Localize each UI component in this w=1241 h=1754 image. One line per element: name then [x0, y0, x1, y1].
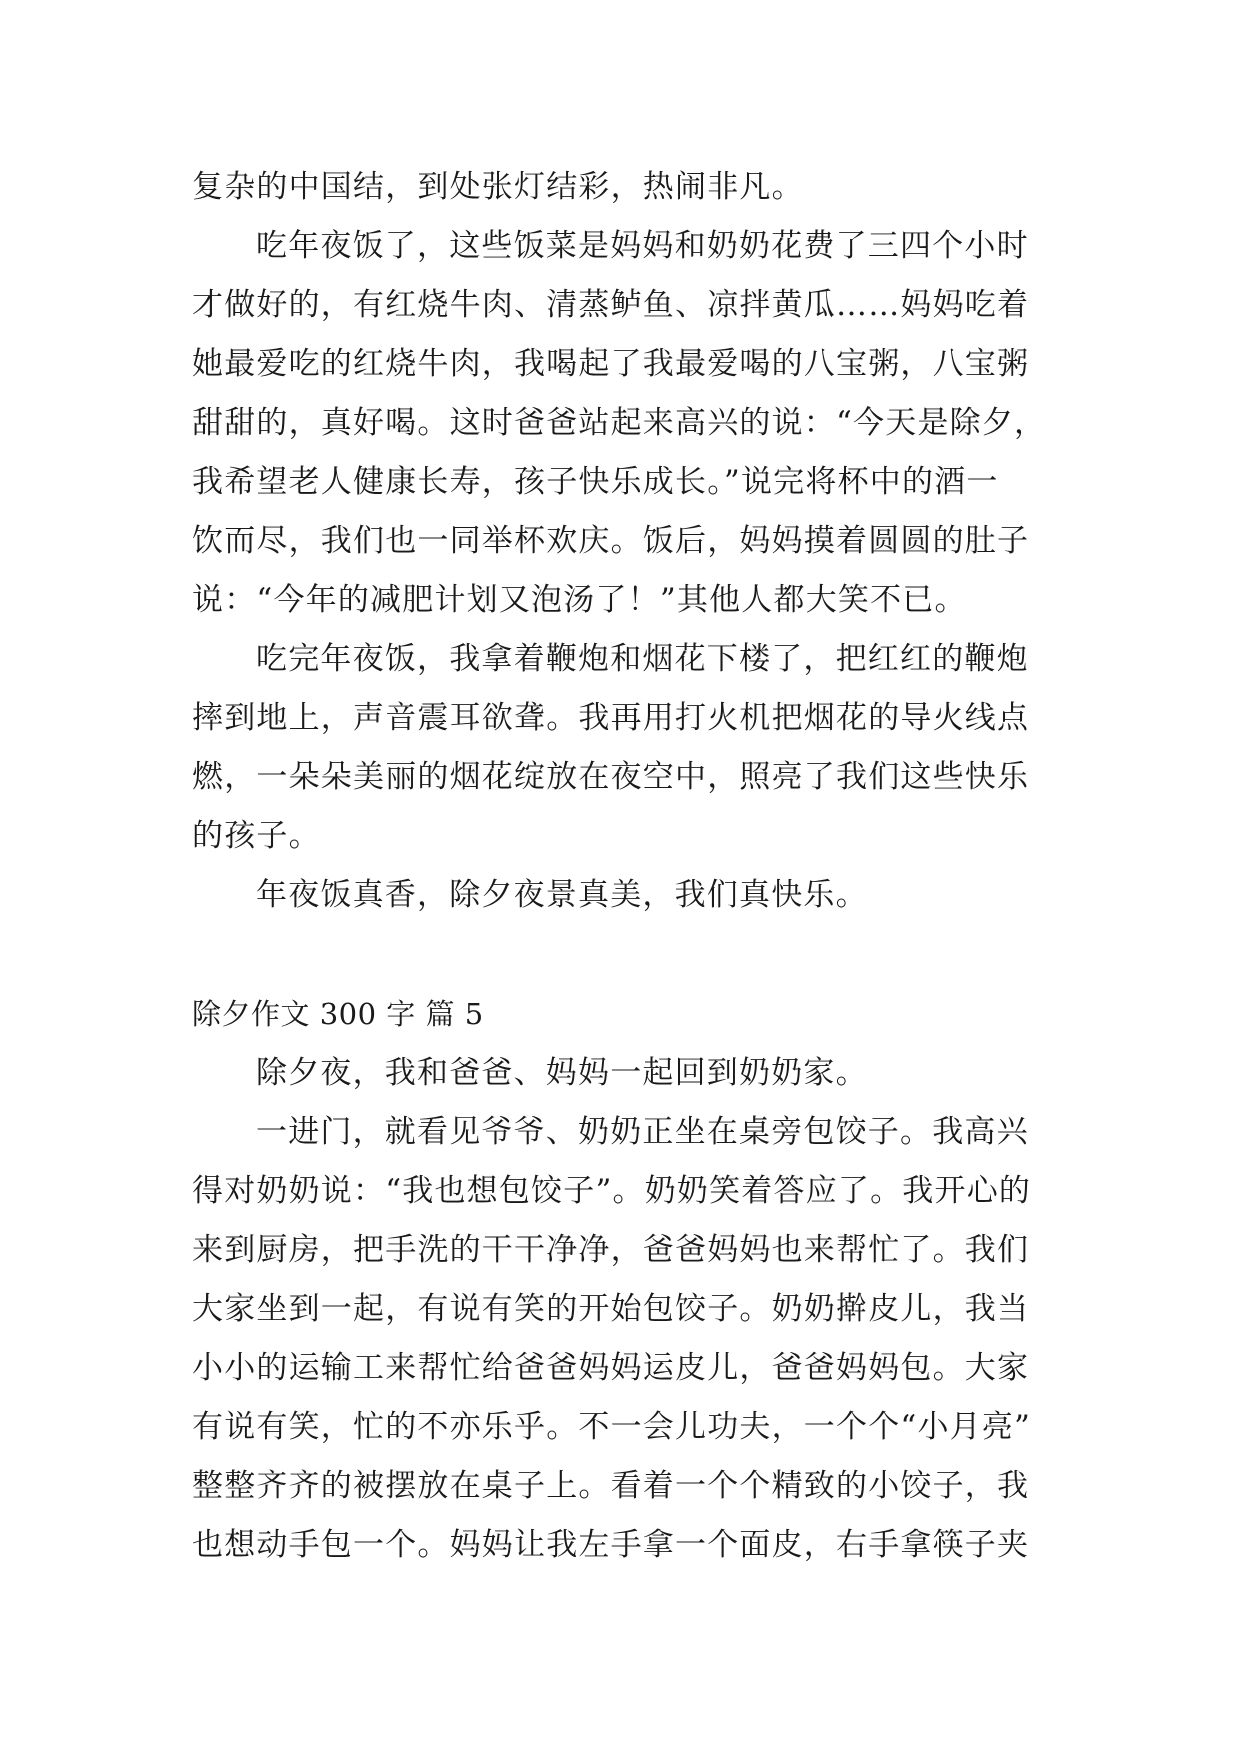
- text-line: 也想动手包一个。妈妈让我左手拿一个面皮，右手拿筷子夹: [192, 1527, 1030, 1563]
- text-line: 的孩子。: [192, 818, 321, 854]
- text-line: 吃完年夜饭，我拿着鞭炮和烟花下楼了，把红红的鞭炮: [256, 641, 1029, 677]
- text-line: 复杂的中国结，到处张灯结彩，热闹非凡。: [192, 169, 804, 205]
- text-line: 有说有笑，忙的不亦乐乎。不一会儿功夫，一个个“小月亮”: [192, 1409, 1032, 1445]
- text-line: 饮而尽，我们也一同举杯欢庆。饭后，妈妈摸着圆圆的肚子: [192, 523, 1030, 559]
- text-line: 她最爱吃的红烧牛肉，我喝起了我最爱喝的八宝粥，八宝粥: [192, 346, 1030, 382]
- text-line: 整整齐齐的被摆放在桌子上。看着一个个精致的小饺子，我: [192, 1468, 1030, 1504]
- text-line: 得对奶奶说：“我也想包饺子”。奶奶笑着答应了。我开心的: [192, 1173, 1032, 1209]
- document-body: [192, 158, 1058, 1575]
- text-line: 我希望老人健康长寿，孩子快乐成长。”说完将杯中的酒一: [192, 464, 999, 500]
- paragraph-dumplings: [192, 1103, 1058, 1575]
- text-line: 燃，一朵朵美丽的烟花绽放在夜空中，照亮了我们这些快乐: [192, 759, 1030, 795]
- paragraph-intro: [192, 1044, 1058, 1103]
- section-spacer: [192, 925, 1058, 985]
- text-line: 除夕夜，我和爸爸、妈妈一起回到奶奶家。: [256, 1055, 868, 1091]
- paragraph-fireworks: [192, 630, 1058, 866]
- text-line: 甜甜的，真好喝。这时爸爸站起来高兴的说：“今天是除夕，: [192, 405, 1047, 441]
- text-line: 吃年夜饭了，这些饭菜是妈妈和奶奶花费了三四个小时: [256, 228, 1029, 264]
- text-line: 说：“今年的减肥计划又泡汤了！”其他人都大笑不已。: [192, 582, 967, 618]
- text-line: 一进门，就看见爷爷、奶奶正坐在桌旁包饺子。我高兴: [256, 1114, 1029, 1150]
- text-line: 摔到地上，声音震耳欲聋。我再用打火机把烟花的导火线点: [192, 700, 1030, 736]
- text-line: 才做好的，有红烧牛肉、清蒸鲈鱼、凉拌黄瓜……妈妈吃着: [192, 287, 1030, 323]
- text-line: 来到厨房，把手洗的干干净净，爸爸妈妈也来帮忙了。我们: [192, 1232, 1030, 1268]
- paragraph-conclusion: [192, 866, 1058, 925]
- text-line: 年夜饭真香，除夕夜景真美，我们真快乐。: [256, 877, 868, 913]
- paragraph-new-year-dinner: [192, 217, 1058, 630]
- text-line: 小小的运输工来帮忙给爸爸妈妈运皮儿，爸爸妈妈包。大家: [192, 1350, 1030, 1386]
- text-line: 大家坐到一起，有说有笑的开始包饺子。奶奶擀皮儿，我当: [192, 1291, 1030, 1327]
- section-heading: 除夕作文 300 字 篇 5: [192, 997, 484, 1031]
